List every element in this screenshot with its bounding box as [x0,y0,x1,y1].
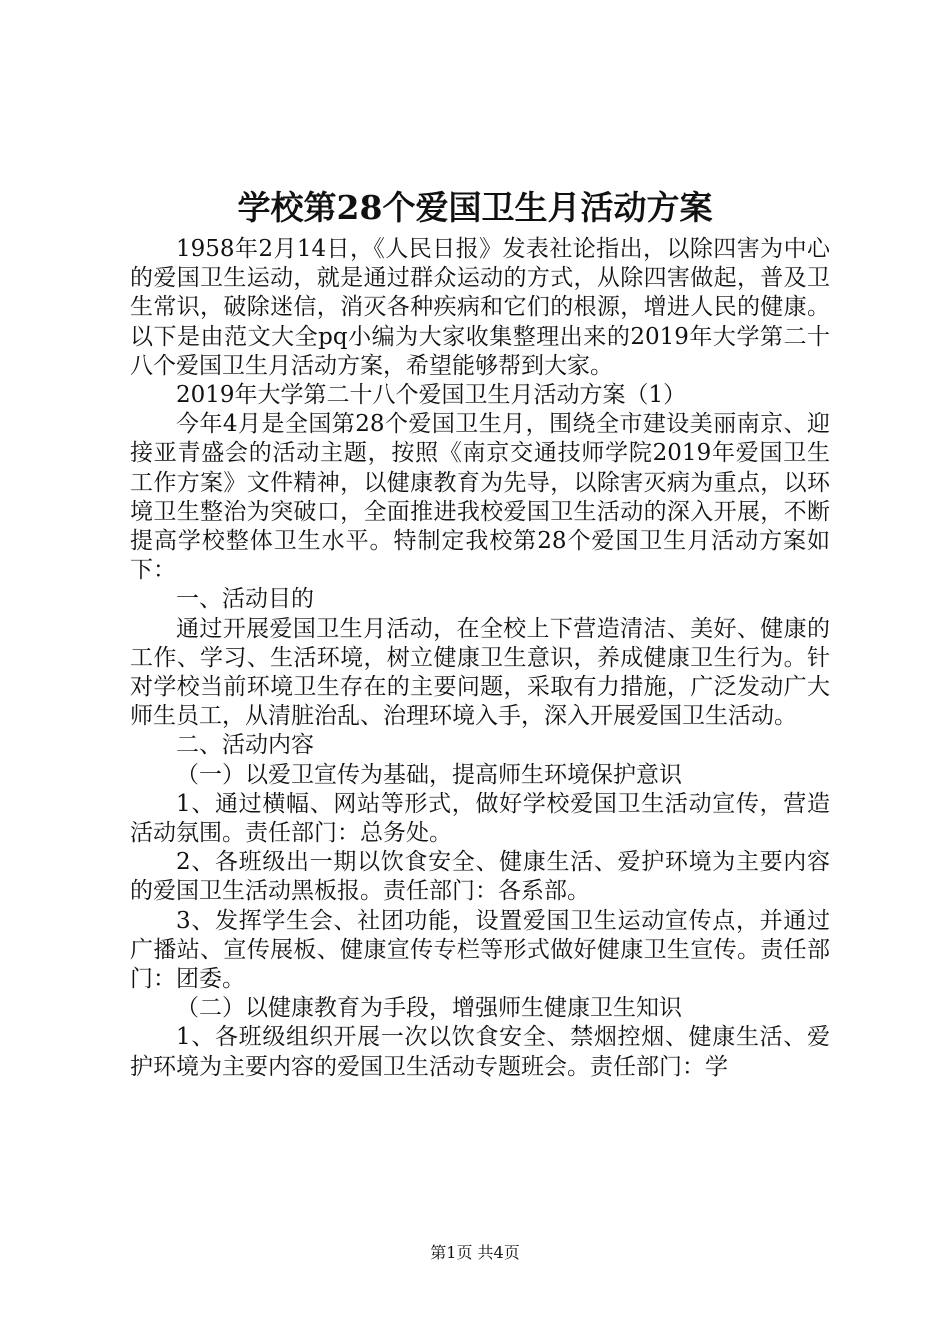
document-body [130,235,830,1082]
document-title: 学校第28个爱国卫生月活动方案 [237,188,713,227]
subsection-heading-education: （二）以健康教育为手段，增强师生健康卫生知识 [176,995,682,1022]
paragraph-plan-heading: 2019年大学第二十八个爱国卫生月活动方案（1） [176,382,687,409]
list-item-publicity-3: 3、发挥学生会、社团功能，设置爱国卫生运动宣传点，并通过广播站、宣传展板、健康宣传专栏等形式做好健康卫生宣传。责任部门：团委。 [130,907,830,993]
page-footer: 第1页 共4页 [430,1243,520,1262]
list-item-publicity-2: 2、各班级出一期以饮食安全、健康生活、爱护环境为主要内容的爱国卫生活动黑板报。责任部门：各系部。 [130,849,830,905]
subsection-heading-publicity: （一）以爱卫宣传为基础，提高师生环境保护意识 [176,761,682,788]
section-heading-content: 二、活动内容 [176,732,314,759]
list-item-publicity-1: 1、通过横幅、网站等形式，做好学校爱国卫生活动宣传，营造活动氛围。责任部门：总务处。 [130,790,830,847]
paragraph-intro: 1958年2月14日，《人民日报》发表社论指出，以除四害为中心的爱国卫生运动，就是通过群众运动的方式，从除四害做起，普及卫生常识，破除迷信，消灭各种疾病和它们的根源，增进人民的健康。以下是由范文大全pq小编为大家收集整理出来的2019年大学第二十八个爱国卫生月活动方案，希望能够帮到大家。 [130,236,830,379]
paragraph-purpose: 通过开展爱国卫生月活动，在全校上下营造清洁、美好、健康的工作、学习、生活环境，树立健康卫生意识，养成健康卫生行为。针对学校当前环境卫生存在的主要问题，采取有力措施，广泛发动广大师生员工，从清脏治乱、治理环境入手，深入开展爱国卫生活动。 [130,615,830,730]
paragraph-background: 今年4月是全国第28个爱国卫生月，围绕全市建设美丽南京、迎接亚青盛会的活动主题，按照《南京交通技师学院2019年爱国卫生工作方案》文件精神，以健康教育为先导，以除害灭病为重点，以环境卫生整治为突破口，全面推进我校爱国卫生活动的深入开展，不断提高学校整体卫生水平。特制定我校第28个爱国卫生月活动方案如下： [130,411,830,584]
list-item-education-1: 1、各班级组织开展一次以饮食安全、禁烟控烟、健康生活、爱护环境为主要内容的爱国卫生活动专题班会。责任部门：学 [130,1024,830,1080]
section-heading-purpose: 一、活动目的 [176,586,314,613]
